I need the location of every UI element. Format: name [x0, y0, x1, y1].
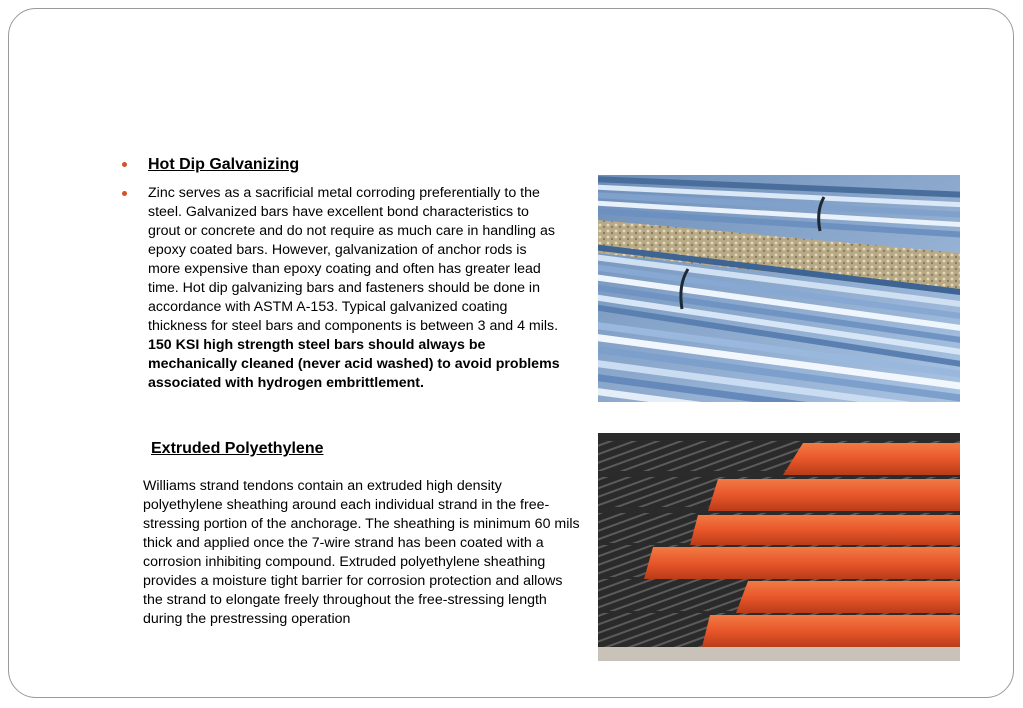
- galvanizing-text: Zinc serves as a sacrificial metal corroding preferentially to the steel. Galvanized bars have excellent bond characteristics to grout or concrete and do not require as much care in handling as epoxy coated bars. However, galvanization of anchor rods is more expensive than epoxy coating and often has greater lead time. Hot dip galvanizing bars and fasteners should be done in accordance with ASTM A-153. Typical galvanized coating thickness for steel bars and components is between 3 and 4 mils.: [148, 185, 559, 334]
- galvanized-rods-photo: [598, 175, 960, 402]
- section-heading-galvanizing: Hot Dip Galvanizing: [148, 156, 300, 173]
- bullet-list: [122, 155, 562, 393]
- bullet-item-heading: [122, 155, 562, 175]
- bullet-item-paragraph: [122, 184, 562, 393]
- polyethylene-tendons-photo: [598, 433, 960, 661]
- galvanizing-bold-note: 150 KSI high strength steel bars should always be mechanically cleaned (never acid washed) to avoid problems associated with hydrogen embrittlement.: [148, 337, 560, 391]
- polyethylene-tendons-image: [598, 433, 960, 661]
- section-heading-polyethylene: Extruded Polyethylene: [151, 440, 324, 457]
- bullet-dot: [122, 162, 127, 167]
- bullet-dot: [122, 191, 127, 196]
- polyethylene-paragraph: Williams strand tendons contain an extruded high density polyethylene sheathing around each individual strand in the free-stressing portion of the anchorage. The sheathing is minimum 60 mils thick and applied once the 7-wire strand has been coated with a corrosion inhibiting compound. Extruded polyethylene sheathing provides a moisture tight barrier for corrosion protection and allows the strand to elongate freely throughout the free-stressing length during the prestressing operation: [143, 478, 580, 627]
- galvanizing-paragraph: [148, 184, 562, 393]
- galvanized-rods-image: [598, 175, 960, 402]
